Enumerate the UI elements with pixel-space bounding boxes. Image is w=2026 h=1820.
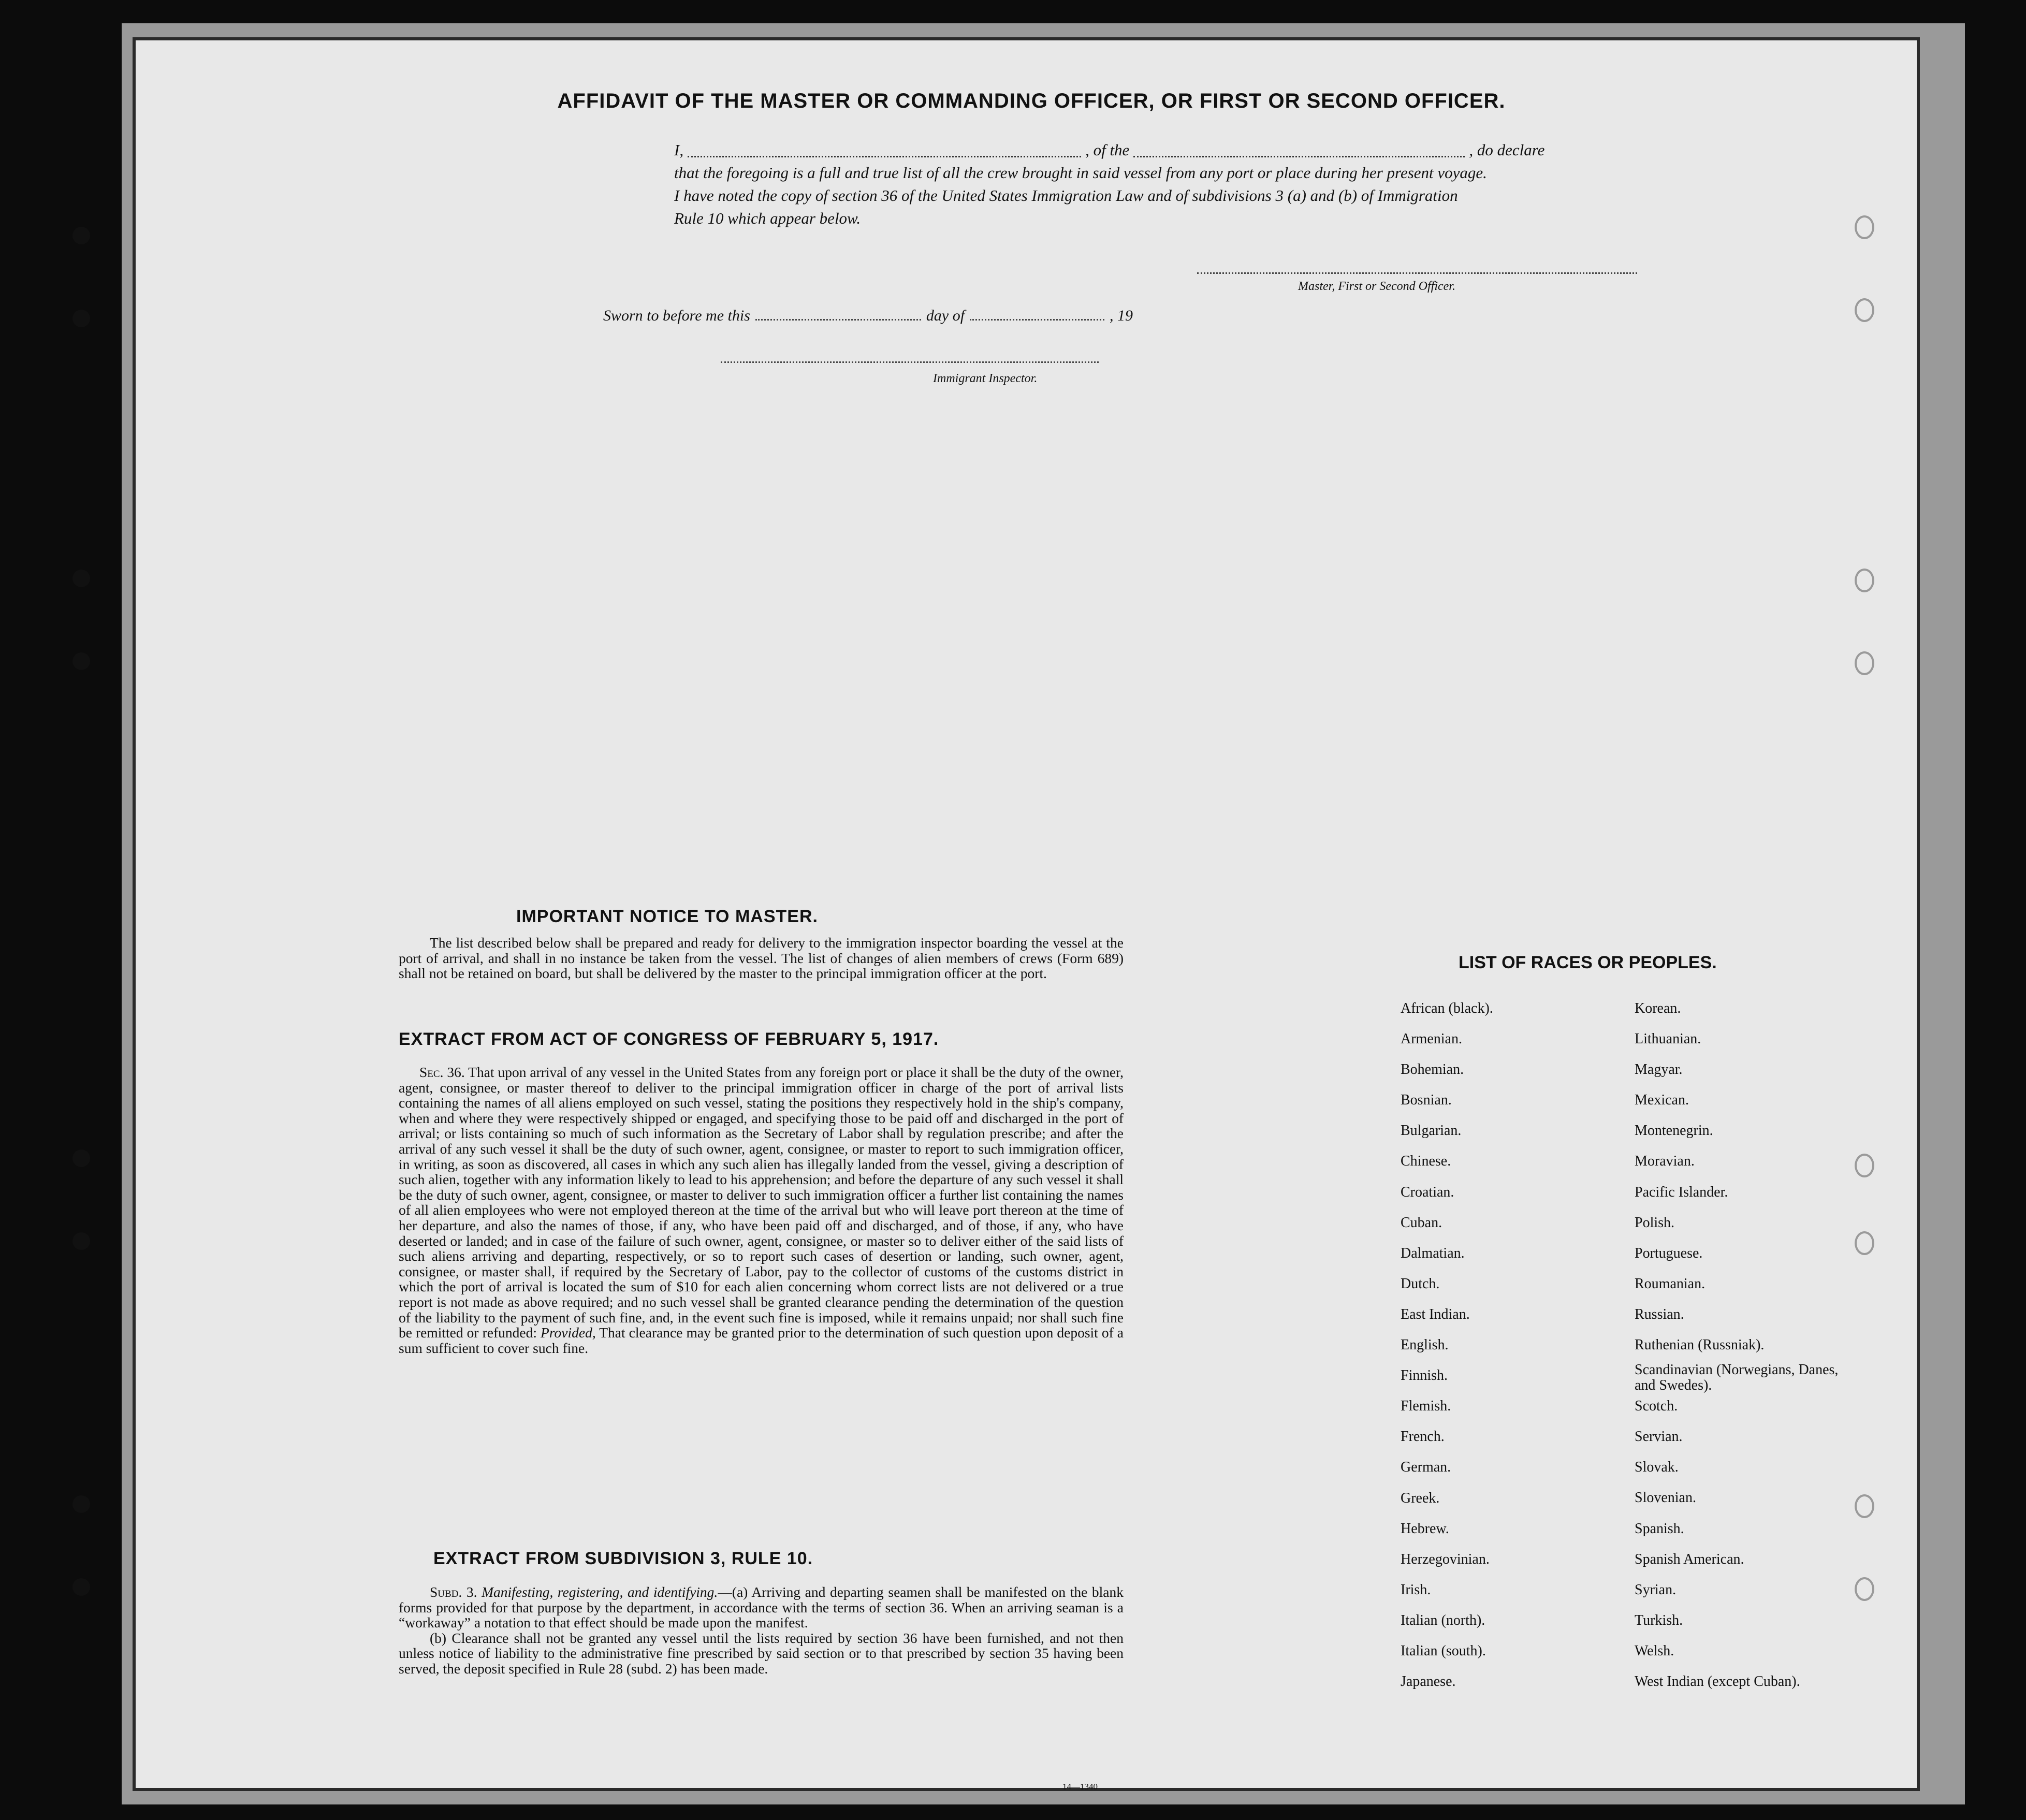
binding-hole	[72, 227, 90, 244]
binding-hole	[72, 1495, 90, 1513]
affidavit-line1	[674, 139, 1658, 162]
race-item: Irish.	[1401, 1581, 1431, 1598]
affidavit-line3: I have noted the copy of section 36 of the United States Immigration Law and of subdivisions 3 (a) and (b) of Immigration	[674, 186, 1458, 205]
rule-subd-title: Manifesting, registering, and identifying.	[482, 1584, 718, 1600]
race-item: Bosnian.	[1401, 1092, 1452, 1109]
rule-text-a: —(a) Arriving and departing seamen shall be manifested on the blank forms provided for that purpose by the department, in accordance with the terms of section 36. When an arriving seaman is a “workaway” a notation to that effect should be made upon the manifest.	[399, 1584, 1124, 1631]
race-item: Pacific Islander.	[1635, 1184, 1728, 1200]
binding-hole	[72, 1149, 90, 1167]
race-item: Portuguese.	[1635, 1245, 1703, 1261]
race-item: Dalmatian.	[1401, 1245, 1465, 1261]
rule-subd-b: (b) Clearance shall not be granted any vessel until the lists required by section 36 have been furnished, and not then unless notice of liability to the administrative fine prescribed by said section or to that prescribed by section 35 having been served, the deposit specified in Rule 28 (subd. 2) has been made.	[399, 1629, 1124, 1677]
race-item: Herzegovinian.	[1401, 1551, 1490, 1567]
race-item: Mexican.	[1635, 1092, 1689, 1109]
race-item: Italian (north).	[1401, 1612, 1485, 1628]
race-item: Polish.	[1635, 1214, 1675, 1231]
sworn-line	[603, 307, 1199, 325]
race-item: Lithuanian.	[1635, 1031, 1701, 1047]
race-item: Bohemian.	[1401, 1061, 1464, 1078]
race-item: Russian.	[1635, 1306, 1684, 1322]
name-blank	[688, 156, 1081, 157]
race-item: German.	[1401, 1459, 1451, 1476]
race-item: Cuban.	[1401, 1214, 1442, 1231]
race-item: Finnish.	[1401, 1367, 1448, 1384]
act-heading: EXTRACT FROM ACT OF CONGRESS OF FEBRUARY 5, 1917.	[399, 1029, 939, 1049]
race-item: Flemish.	[1401, 1398, 1451, 1415]
notice-text	[399, 935, 1124, 981]
binding-hole	[72, 1232, 90, 1250]
inspector-line	[721, 361, 1099, 363]
inspector-label: Immigrant Inspector.	[933, 372, 1038, 385]
binding-hole	[72, 652, 90, 670]
notice-paragraph: The list described below shall be prepared and ready for delivery to the immigration inspector boarding the vessel at the port of arrival, and shall in no instance be taken from the vessel. The list of changes of alien members of crews (Form 689) shall not be retained on board, but shall be delivered by the master to the principal immigration officer at the port.	[399, 935, 1124, 982]
race-item: Magyar.	[1635, 1061, 1683, 1078]
race-item: Spanish.	[1635, 1520, 1684, 1537]
race-item: Ruthenian (Russniak).	[1635, 1337, 1765, 1353]
race-item: East Indian.	[1401, 1306, 1470, 1322]
vessel-blank	[1133, 156, 1465, 157]
race-item: Dutch.	[1401, 1275, 1440, 1292]
affidavit-of-the-label: , of the	[1085, 141, 1130, 159]
binder-ring-mark	[1855, 1231, 1874, 1255]
binder-ring-mark	[1855, 215, 1874, 239]
signature-label: Master, First or Second Officer.	[1298, 280, 1455, 293]
affidavit-declaration	[674, 139, 1658, 230]
sworn-day-blank	[755, 319, 921, 321]
act-text	[399, 1065, 1124, 1356]
act-body: That upon arrival of any vessel in the United States from any foreign port or place it shall be the duty of the owner, agent, consignee, or master thereof to deliver to the principal immigration officer in charge of the port of arrival lists containing the names of all aliens employed on such vessel, stating the positions they respectively hold in the ship's company, when and where they were respectively shipped or engaged, and specifying those to be paid off and discharged in the port of arrival; or lists containing so much of such information as the Secretary of Labor shall by regulation prescribe; and after the arrival of any such vessel it shall be the duty of such owner, agent, consignee, or master to report to such immigration officer, in writing, as soon as discovered, all cases in which any such alien has illegally landed from the vessel, giving a description of such alien, together with any information likely to lead to his apprehension; and before the departure of any such vessel it shall be the duty of such owner, agent, consignee, or master to deliver to such immigration officer a further list containing the names of all alien employees who were not employed thereon at the time of the arrival but who will leave port thereon at the time of her departure, and also the names of those, if any, who have been paid off and discharged, and of those, if any, who have deserted or landed; and in case of the failure of such owner, agent, consignee, or master so to deliver either of the said lists of such aliens arriving and departing, respectively, or so to report such cases of desertion or landing, such owner, agent, consignee, or master shall, if required by the Secretary of Labor, pay to the collector of customs of the customs district in which the port of arrival is located the sum of $10 for each alien concerning whom correct lists are not delivered or a true report is not made as above required; and no such vessel shall be granted clearance pending the determination of the question of the liability to the payment of such fine, and, in the event such fine is imposed, while it remains unpaid; nor shall such fine be remitted or refunded:	[399, 1064, 1124, 1341]
sworn-year-label: , 19	[1110, 307, 1133, 324]
race-item: African (black).	[1401, 1000, 1493, 1016]
race-item: Moravian.	[1635, 1153, 1695, 1170]
race-item: Syrian.	[1635, 1581, 1677, 1598]
binding-hole	[72, 570, 90, 587]
affidavit-i-label: I,	[674, 141, 684, 159]
race-item: Croatian.	[1401, 1184, 1454, 1200]
race-item: English.	[1401, 1337, 1449, 1353]
race-item: Korean.	[1635, 1000, 1681, 1016]
race-item: Hebrew.	[1401, 1520, 1449, 1537]
race-item: Scotch.	[1635, 1398, 1678, 1415]
affidavit-line4: Rule 10 which appear below.	[674, 209, 861, 227]
races-column-1	[1401, 993, 1608, 1697]
race-item: Spanish American.	[1635, 1551, 1744, 1567]
binder-ring-mark	[1855, 1494, 1874, 1518]
affidavit-declare-label: , do declare	[1469, 141, 1545, 159]
sworn-month-blank	[970, 319, 1104, 321]
act-paragraph	[399, 1065, 1124, 1356]
sworn-day-label: day of	[926, 307, 965, 324]
race-item: Slovak.	[1635, 1459, 1679, 1476]
rule-subd-a	[399, 1584, 1124, 1630]
act-proviso: Provided,	[541, 1324, 596, 1341]
binder-ring-mark	[1855, 298, 1874, 322]
race-item: Japanese.	[1401, 1673, 1456, 1690]
act-body-end: That clearance may be granted prior to the determination of such question upon deposit of a sum sufficient to cover such fine.	[399, 1324, 1124, 1356]
race-item: Welsh.	[1635, 1642, 1674, 1659]
rule-subd-label: Subd. 3.	[430, 1584, 477, 1600]
binding-hole	[72, 1578, 90, 1596]
binder-ring-mark	[1855, 1154, 1874, 1177]
act-section-label: Sec. 36.	[419, 1064, 465, 1080]
race-item: Bulgarian.	[1401, 1123, 1462, 1139]
race-item: Scandinavian (Norwegians, Danes, and Swedes).	[1635, 1362, 1839, 1393]
binder-ring-mark	[1855, 651, 1874, 675]
race-item: West Indian (except Cuban).	[1635, 1673, 1800, 1690]
race-item: Slovenian.	[1635, 1490, 1696, 1506]
affidavit-line2: that the foregoing is a full and true list of all the crew brought in said vessel from any port or place during her present voyage.	[674, 164, 1487, 182]
binder-ring-mark	[1855, 1577, 1874, 1601]
affidavit-title: AFFIDAVIT OF THE MASTER OR COMMANDING OFFICER, OR FIRST OR SECOND OFFICER.	[557, 90, 1506, 112]
rule-heading: EXTRACT FROM SUBDIVISION 3, RULE 10.	[433, 1549, 813, 1568]
race-item: Greek.	[1401, 1490, 1440, 1506]
manifest-page	[136, 40, 1917, 1792]
race-item: Italian (south).	[1401, 1642, 1486, 1659]
form-number: 14—1340	[1062, 1782, 1098, 1792]
rule-text	[399, 1584, 1124, 1677]
binding-hole	[72, 310, 90, 327]
race-item: Servian.	[1635, 1429, 1683, 1445]
race-item: Armenian.	[1401, 1031, 1462, 1047]
binder-ring-mark	[1855, 569, 1874, 592]
race-item: French.	[1401, 1429, 1445, 1445]
sworn-label: Sworn to before me this	[603, 307, 750, 324]
race-item: Roumanian.	[1635, 1275, 1706, 1292]
races-heading: LIST OF RACES OR PEOPLES.	[1459, 953, 1717, 972]
race-item: Chinese.	[1401, 1153, 1451, 1170]
signature-line	[1197, 272, 1637, 274]
race-item: Turkish.	[1635, 1612, 1683, 1628]
notice-heading: IMPORTANT NOTICE TO MASTER.	[516, 907, 818, 926]
race-item: Montenegrin.	[1635, 1123, 1713, 1139]
